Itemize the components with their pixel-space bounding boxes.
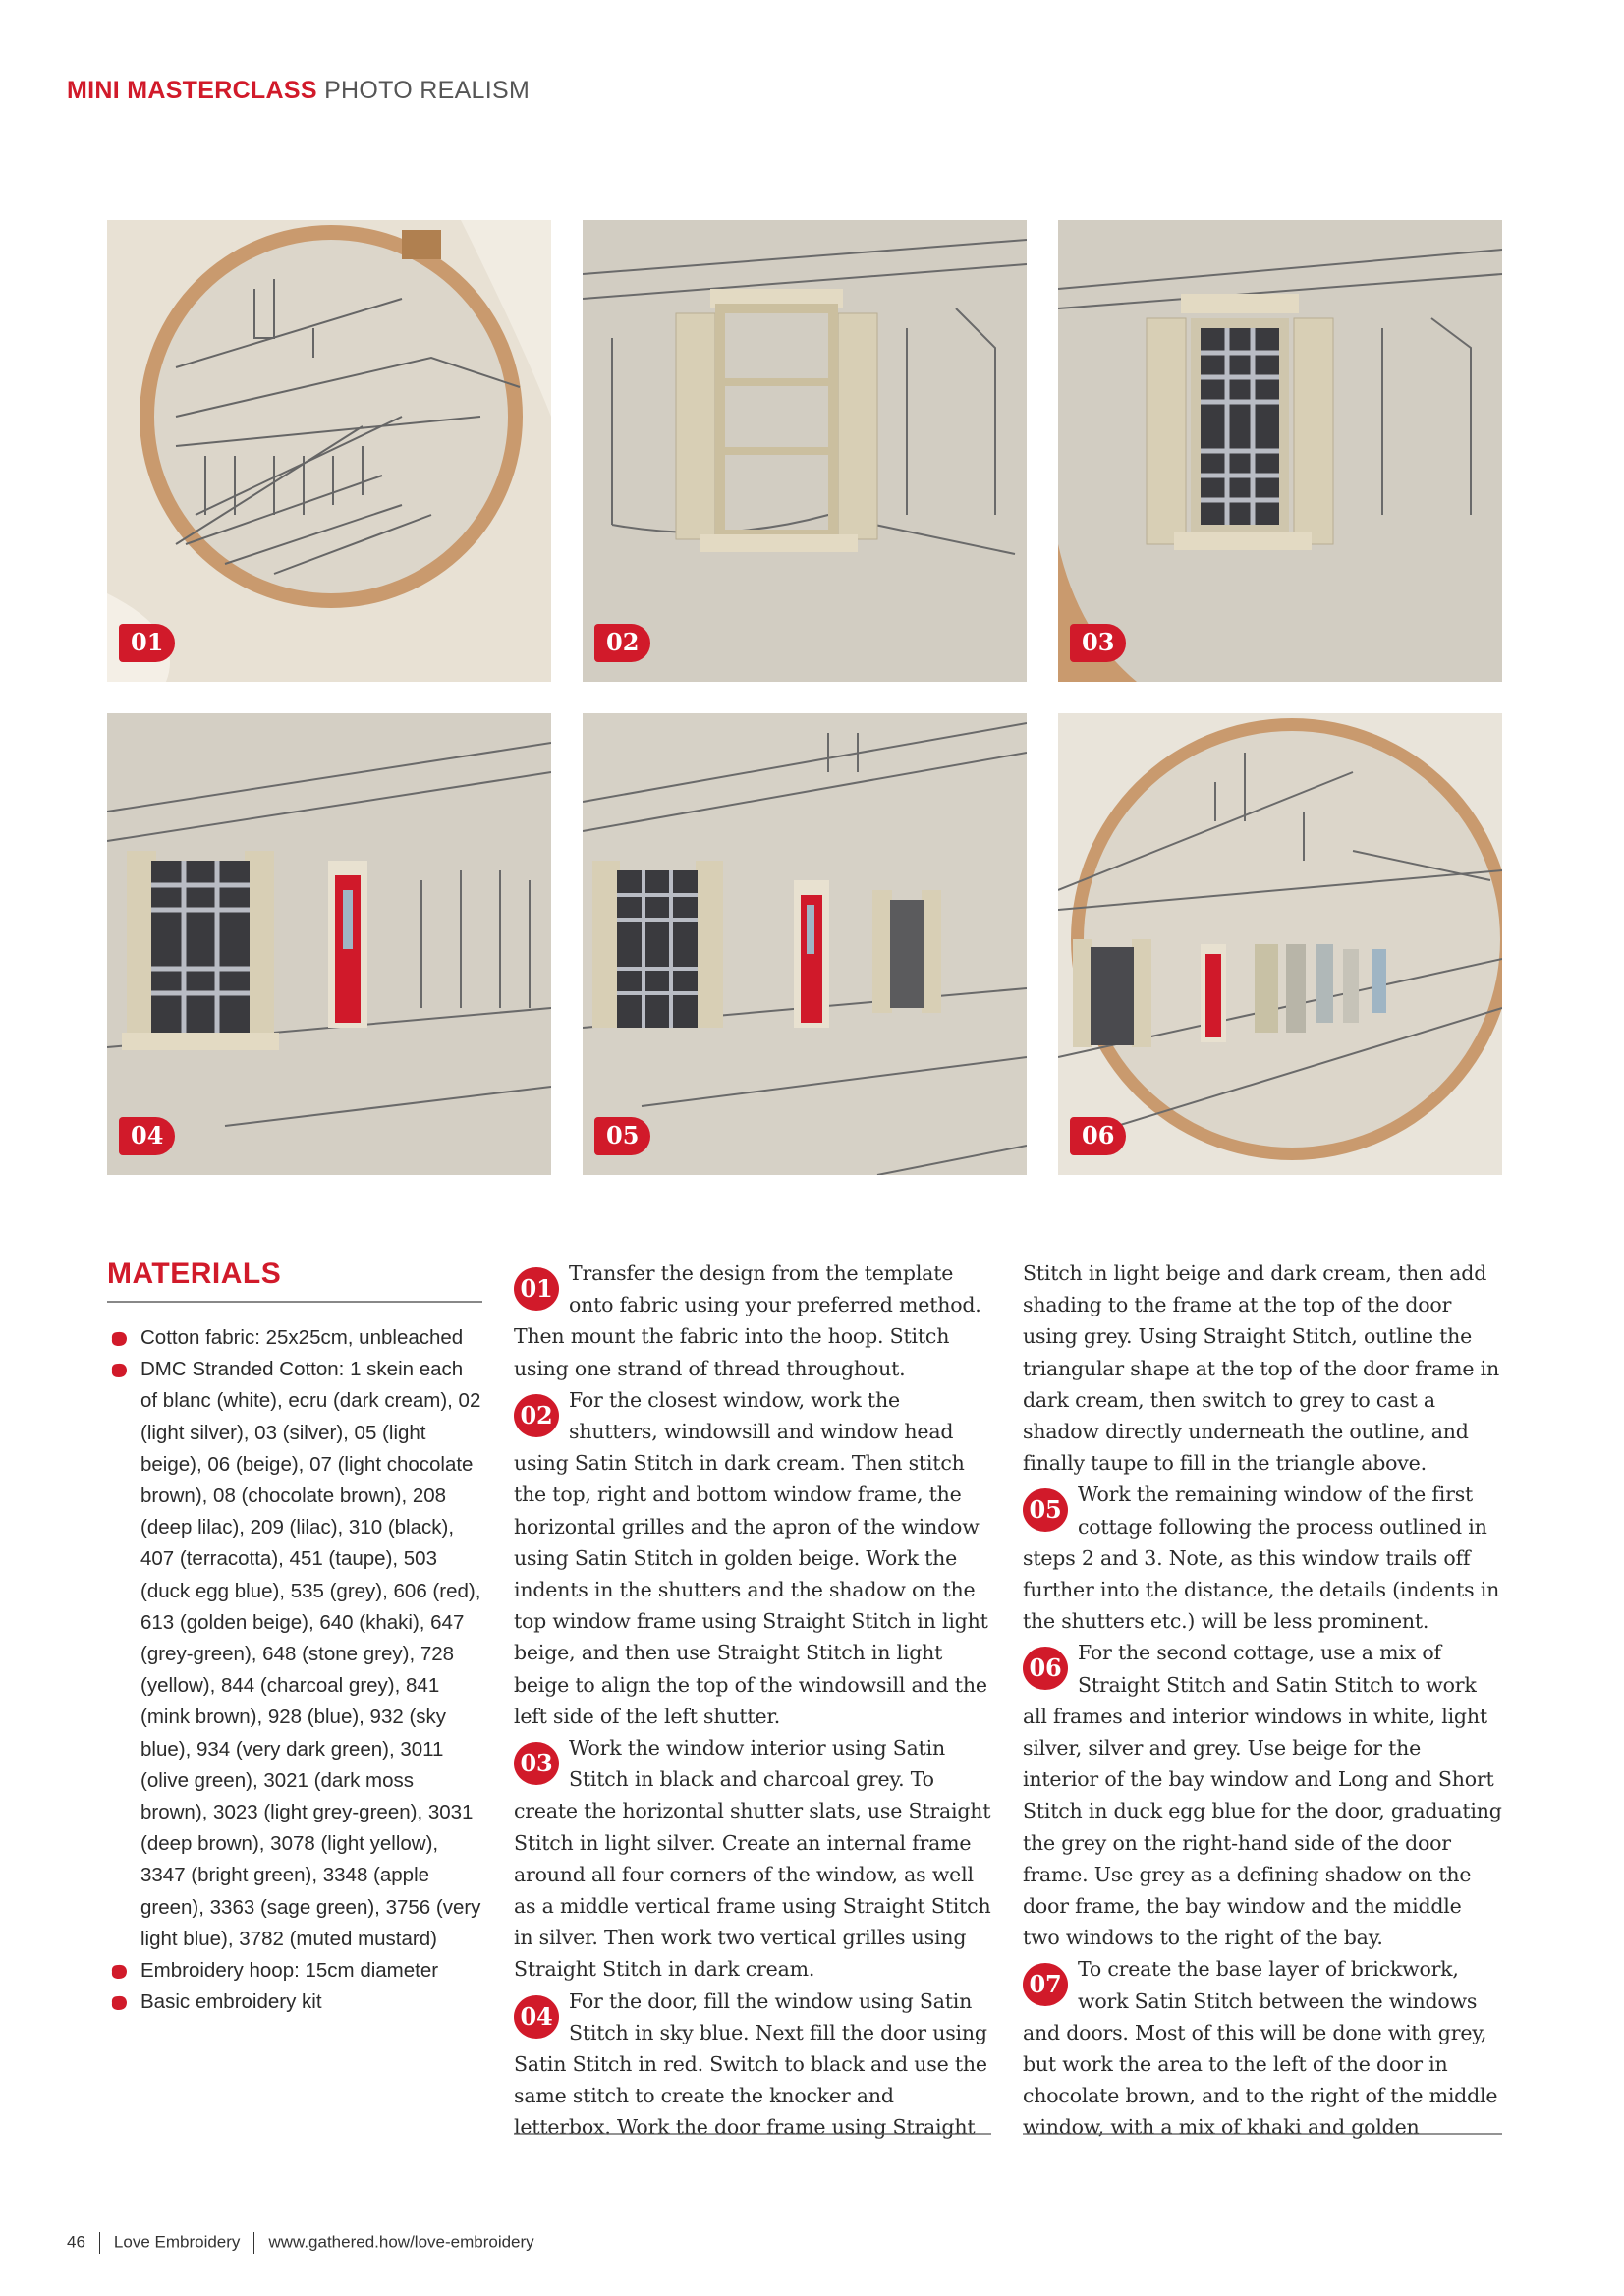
materials-panel [107, 1258, 482, 2018]
materials-item [107, 1354, 482, 1955]
step-04 [514, 1986, 993, 2144]
step-photo-06 [1058, 713, 1502, 1175]
step-07 [1023, 1953, 1502, 2143]
red-bullet-icon [109, 1963, 129, 1981]
step-number-badge: 07 [1023, 1963, 1068, 2006]
photo-badge: 04 [119, 1117, 175, 1155]
photo-badge: 06 [1070, 1117, 1126, 1155]
footer-divider [253, 2232, 254, 2254]
step-photo-02 [583, 220, 1027, 682]
step-number-badge: 03 [514, 1742, 559, 1785]
materials-item-text: DMC Stranded Cotton: 1 skein each of blanc (white), ecru (dark cream), 02 (light silver), 03 (silver), 05 (light beige), 06 (beige), 07 (light chocolate brown), 08 (chocolate brown), 208 (deep lilac), 209 (lilac), 310 (black), 407 (terracotta), 451 (taupe), 503 (duck egg blue), 535 (grey), 606 (red), 613 (golden beige), 640 (khaki), 647 (grey-green), 648 (stone grey), 728 (yellow), 844 (charcoal grey), 841 (mink brown), 928 (blue), 932 (sky blue), 934 (very dark green), 3011 (olive green), 3021 (dark moss brown), 3023 (light grey-green), 3031 (deep brown), 3078 (light yellow), 3347 (bright green), 3348 (apple green), 3363 (sage green), 3756 (very light blue), 3782 (muted mustard) [140, 1358, 481, 1950]
section-header [67, 77, 530, 105]
page-footer [67, 2232, 534, 2254]
photo-badge: 01 [119, 624, 175, 662]
second-window-image [583, 713, 1027, 1175]
materials-list [107, 1322, 482, 2018]
magazine-name: Love Embroidery [113, 2232, 241, 2252]
step-06 [1023, 1637, 1502, 1953]
step-number-badge: 06 [1023, 1647, 1068, 1690]
section-kicker: MINI MASTERCLASS [67, 77, 317, 104]
step-text: For the second cottage, use a mix of Straight Stitch and Satin Stitch to work all frames and interior windows in white, light silver, silver and grey. Use beige for the interior of the bay window and Long and Short Stitch in duck egg blue for the door, graduating the grey on the right-hand side of the door frame. Use grey as a defining shadow on the door frame, the bay window and the middle two windows to the right of the bay. [1023, 1641, 1502, 1950]
instructions-column-2 [1023, 1258, 1502, 2144]
instructions-column-1 [514, 1258, 993, 2144]
step-photo-04 [107, 713, 551, 1175]
column-1-rule [514, 2133, 991, 2135]
step-text: For the door, fill the window using Satin Stitch in sky blue. Next fill the door using Satin Stitch in red. Switch to black and use the same stitch to create the knocker and letterbox. Work the door frame using Straight [514, 1988, 987, 2140]
step-number-badge: 05 [1023, 1488, 1068, 1532]
red-bullet-icon [109, 1362, 129, 1379]
footer-divider [99, 2232, 100, 2254]
red-bullet-icon [109, 1994, 129, 2012]
footer-url[interactable]: www.gathered.how/love-embroidery [268, 2232, 534, 2252]
step-number-badge: 02 [514, 1394, 559, 1437]
step-photo-05 [583, 713, 1027, 1175]
photo-badge: 05 [594, 1117, 650, 1155]
step-photo-03 [1058, 220, 1502, 682]
step-02 [514, 1384, 993, 1732]
step-text: Work the window interior using Satin Stitch in black and charcoal grey. To create the horizontal shutter slats, use Straight Stitch in light silver. Create an internal frame around all four corners of the window, as well as a middle vertical frame using Straight Stitch in silver. Then work two vertical grilles using Straight Stitch in dark cream. [514, 1736, 991, 1982]
window-interior-image [1058, 220, 1502, 682]
hoop-sketch-image [107, 220, 551, 682]
step-text: To create the base layer of brickwork, work Satin Stitch between the windows and doors. Most of this will be done with grey, but work the area to the left of the door in chocolate brown, and to the right of the middle window, with a mix of khaki and golden [1023, 1957, 1498, 2140]
materials-item-text: Cotton fabric: 25x25cm, unbleached [140, 1326, 464, 1349]
red-door-image [107, 713, 551, 1175]
step-text: Work the remaining window of the first cottage following the process outlined in steps 2 and 3. Note, as this window trails off further into the distance, the details (indents in the shutters etc.) will be less prominent. [1023, 1483, 1500, 1634]
materials-item [107, 1322, 482, 1354]
photo-badge: 03 [1070, 624, 1126, 662]
step-04-continued: Stitch in light beige and dark cream, then add shading to the frame at the top of the door using grey. Using Straight Stitch, outline the triangular shape at the top of the door frame in dark cream, then switch to grey to cast a shadow directly underneath the outline, and finally taupe to fill in the triangle above. [1023, 1261, 1499, 1476]
step-text: For the closest window, work the shutters, windowsill and window head using Satin Stitch in dark cream. Then stitch the top, right and bottom window frame, the horizontal grilles and the apron of the window using Satin Stitch in golden beige. Work the indents in the shutters and the shadow on the top window frame using Straight Stitch in light beige, and then use Straight Stitch in light beige to align the top of the windowsill and the left side of the left shutter. [514, 1387, 988, 1728]
materials-item-text: Embroidery hoop: 15cm diameter [140, 1959, 439, 1983]
photo-badge: 02 [594, 624, 650, 662]
materials-title: MATERIALS [107, 1258, 282, 1290]
section-topic: PHOTO REALISM [324, 77, 531, 104]
materials-item-text: Basic embroidery kit [140, 1990, 322, 2014]
red-bullet-icon [109, 1330, 129, 1348]
step-number-badge: 01 [514, 1267, 559, 1311]
finished-row-image [1058, 713, 1502, 1175]
page-number: 46 [67, 2232, 85, 2252]
step-text: Transfer the design from the template onto fabric using your preferred method. Then mount the fabric into the hoop. Stitch using one strand of thread throughout. [514, 1261, 981, 1380]
window-stitch-image [583, 220, 1027, 682]
step-number-badge: 04 [514, 1995, 559, 2039]
step-05 [1023, 1479, 1502, 1637]
step-photo-01 [107, 220, 551, 682]
step-03 [514, 1732, 993, 1986]
materials-rule [107, 1301, 482, 1303]
materials-item [107, 1987, 482, 2018]
column-2-rule [1023, 2133, 1502, 2135]
materials-item [107, 1955, 482, 1987]
step-01 [514, 1258, 993, 1384]
